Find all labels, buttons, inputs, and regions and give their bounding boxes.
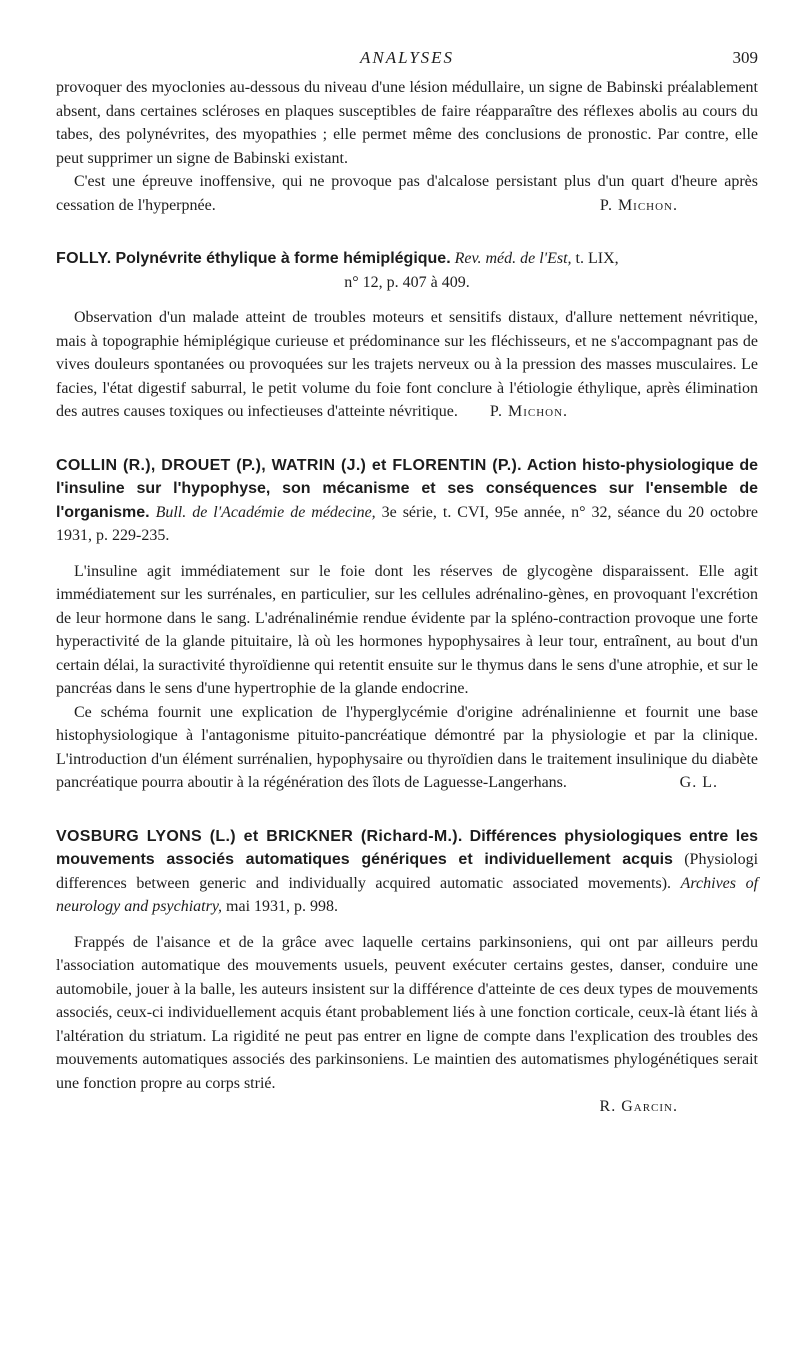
entry-translation: (Physiologi differences between generic and individually acquired automatic associated movements). xyxy=(56,851,759,892)
page-number: 309 xyxy=(732,48,758,67)
review-entry-folly xyxy=(56,247,758,424)
entry-title: Action histo-physiologique de l'insuline sur l'hypophyse, son mécanisme et ses conséquences sur l'ensemble de l'organisme. xyxy=(56,456,758,521)
signature: R. Garcin. xyxy=(599,1098,678,1115)
entry-source-details: 3e série, t. CVI, 95e année, n° 32, séance du 20 octobre 1931, p. 229-235. xyxy=(56,503,759,544)
entry-body: L'insuline agit immédiatement sur le foie dont les réserves de glycogène disparaissent. Elle agit immédiatement sur les surrénales, en particulier, sur les cellules adrénalino-gènes, en provoquant l'excrétion de leur hormone dans le sang. L'adrénalinémie rendue évidente par la spléno-contraction provoque une forte hyperactivité de la glande pituitaire, là où les hormones hypophysaires à leur tour, entraînent, au bout d'un certain délai, la suractivité thyroïdienne qui retentit ensuite sur le thymus dans le sens d'une atrophie, et sur le pancréas dans le sens d'une hypertrophie de la glande endocrine. xyxy=(56,562,758,697)
review-entry-collin xyxy=(56,454,758,795)
signature-line xyxy=(56,1095,758,1119)
signature: P. Michon. xyxy=(489,403,569,420)
page xyxy=(56,48,758,1119)
continuation-paragraph: provoquer des myoclonies au-dessous du niveau d'une lésion médullaire, un signe de Babinski préalablement absent, dans certaines scléroses en plaques susceptibles de faire réapparaître des réflexes abolis au cours du tabes, des polynévrites, des myopathies ; elle permet même des conclusions de pronostic. Par contre, elle peut supprimer un signe de Babinski existant. xyxy=(56,79,758,167)
signature: P. Michon. xyxy=(599,196,678,214)
entry-source-details: mai 1931, p. 998. xyxy=(226,898,339,915)
entry-source-journal: Bull. de l'Académie de médecine, xyxy=(155,503,376,521)
entry-body-2: Ce schéma fournit une explication de l'hyperglycémie d'origine adrénalinienne et fournit une base histophysiologique à l'antagonisme pituito-pancréatique démontré par la physiologie et par la clinique. L'introduction d'un élément surrénalien, hypophysaire ou thyroïdien dans le traitement insulinique du diabète pancréatique pourra aboutir à la régénération des îlots de Laguesse-Langerhans. G. L. xyxy=(56,701,758,795)
continuation-paragraph-2: C'est une épreuve inoffensive, qui ne provoque pas d'alcalose persistant plus d'un quart d'heure après cessation de l'hyperpnée. P. Michon. xyxy=(56,170,758,217)
entry-title: Différences physiologiques entre les mouvements associés automatiques génériques et individuellement acquis xyxy=(56,827,759,868)
entry-heading xyxy=(56,247,758,294)
entry-heading xyxy=(56,454,758,548)
running-title: ANALYSES xyxy=(359,48,455,67)
entry-heading xyxy=(56,825,758,919)
entry-body: Frappés de l'aisance et de la grâce avec laquelle certains parkinsoniens, qui ont par ailleurs perdu l'association automatique des mouvements usuels, peuvent exécuter certains gestes, danser, conduire une automobile, jouer à la balle, les auteurs insistent sur la différence d'atteinte de ces deux types de mouvements associés, ceux-ci individuellement acquis étant probablement liés à une fonction corticale, ceux-là étant liés à l'altération du striatum. La rigidité ne peut pas entrer en ligne de compte dans l'explication des troubles des mouvements automatiques associés des parkinsoniens. Le maintien des automatismes phylogénétiques serait une fonction propre au corps strié. xyxy=(56,933,758,1092)
entry-authors: COLLIN (R.), DROUET (P.), WATRIN (J.) et FLORENTIN (P.). xyxy=(56,456,522,474)
entry-authors: VOSBURG LYONS (L.) et BRICKNER (Richard-M.). xyxy=(56,827,463,845)
entry-body: Observation d'un malade atteint de troubles moteurs et sensitifs distaux, d'allure nettement névritique, mais à topographie hémiplégique curieuse et prédominance sur les fléchisseurs, et ne s'accompagnant pas de vives douleurs spontanées ou provoquées sur les trajets nerveux ou à la pression des masses musculaires. Le facies, l'état digestif saburral, le petit volume du foie font conclure à l'étiologie éthylique, après élimination des autres causes toxiques ou infectieuses d'atteinte névritique. P. Michon. xyxy=(56,309,758,420)
signature: G. L. xyxy=(679,774,718,791)
entry-authors: FOLLY. xyxy=(56,250,112,267)
entry-source-journal: Rev. méd. de l'Est, xyxy=(454,250,572,267)
entry-source-line2: n° 12, p. 407 à 409. xyxy=(344,273,470,291)
entry-source-journal: Archives of neurology and psychiatry, xyxy=(56,874,759,915)
entry-title: Polynévrite éthylique à forme hémiplégique. xyxy=(115,250,451,267)
running-head xyxy=(56,48,758,76)
review-entry-vosburg xyxy=(56,825,758,1119)
continuation-section xyxy=(56,76,758,217)
entry-source-details: t. LIX, xyxy=(575,250,619,267)
